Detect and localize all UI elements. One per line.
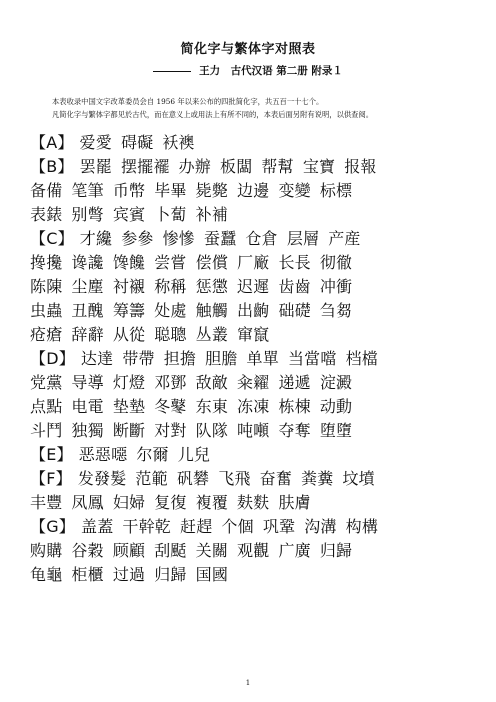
character-pair: 卜蔔 <box>154 205 187 224</box>
character-pair: 刍芻 <box>319 301 353 320</box>
character-pair: 国國 <box>195 565 229 584</box>
character-pair: 肤膚 <box>278 493 311 512</box>
table-line <box>30 419 478 443</box>
character-pair: 宾賓 <box>112 205 146 224</box>
character-pair: 产産 <box>328 229 361 248</box>
character-pair: 惩懲 <box>195 277 229 296</box>
character-pair: 观觀 <box>237 541 270 560</box>
character-pair: 堕墮 <box>319 421 353 440</box>
character-pair: 称稱 <box>154 277 187 296</box>
character-pair: 办辦 <box>178 157 211 176</box>
character-pair: 罢罷 <box>79 157 112 176</box>
character-pair: 达達 <box>80 349 114 368</box>
character-pair: 础礎 <box>278 301 311 320</box>
character-pair: 灯燈 <box>112 373 146 392</box>
character-pair: 触觸 <box>195 301 229 320</box>
character-pair: 参參 <box>121 229 154 248</box>
character-pair: 范範 <box>135 469 168 488</box>
character-pair: 粪糞 <box>301 469 334 488</box>
table-line <box>30 227 478 251</box>
table-line <box>30 491 478 515</box>
character-pair: 干幹乾 <box>122 517 172 536</box>
section-header: 【G】 <box>30 517 75 536</box>
character-pair: 东東 <box>195 397 229 416</box>
table-line <box>30 203 478 227</box>
character-pair: 复復 <box>154 493 187 512</box>
character-pair: 才纔 <box>79 229 113 248</box>
character-pair: 发發髮 <box>77 469 127 488</box>
character-pair: 聪聰 <box>154 325 187 344</box>
character-pair: 归歸 <box>319 541 353 560</box>
character-pair: 胆膽 <box>205 349 238 368</box>
character-pair: 凤鳳 <box>71 493 104 512</box>
character-pair: 标標 <box>319 181 353 200</box>
character-pair: 谗讒 <box>71 253 104 272</box>
character-pair: 过過 <box>112 565 146 584</box>
character-pair: 彻徹 <box>319 253 353 272</box>
character-pair: 断斷 <box>112 421 146 440</box>
character-pair: 别彆 <box>71 205 104 224</box>
character-pair: 偿償 <box>195 253 229 272</box>
character-pair: 备備 <box>30 181 63 200</box>
character-pair: 丑醜 <box>71 301 104 320</box>
character-pair: 当當噹 <box>287 349 337 368</box>
character-pair: 独獨 <box>71 421 104 440</box>
character-pair: 处處 <box>154 301 187 320</box>
character-pair: 币幣 <box>112 181 146 200</box>
character-pair: 点點 <box>30 397 63 416</box>
character-pair: 刮颳 <box>154 541 187 560</box>
character-pair: 导導 <box>71 373 104 392</box>
table-line <box>30 539 478 563</box>
section-header: 【B】 <box>30 157 74 176</box>
table-line <box>30 131 478 155</box>
table-line <box>30 371 478 395</box>
character-pair: 队隊 <box>195 421 229 440</box>
character-pair: 沟溝 <box>304 517 337 536</box>
character-pair: 坟墳 <box>342 469 375 488</box>
character-pair: 惨慘 <box>162 229 195 248</box>
section-header: 【E】 <box>30 445 73 464</box>
intro-notes <box>52 95 472 121</box>
character-pair: 矾礬 <box>176 469 210 488</box>
character-pair: 从從 <box>112 325 146 344</box>
table-line <box>30 155 478 179</box>
character-pair: 邓鄧 <box>154 373 187 392</box>
character-pair: 构構 <box>345 517 379 536</box>
character-pair: 夺奪 <box>278 421 311 440</box>
character-pair: 尔爾 <box>136 445 169 464</box>
character-pair: 齿齒 <box>278 277 311 296</box>
character-pair: 带帶 <box>122 349 155 368</box>
character-pair: 出齣 <box>237 301 270 320</box>
character-pair: 窜竄 <box>237 325 270 344</box>
character-pair: 边邊 <box>237 181 270 200</box>
character-pair: 长長 <box>278 253 311 272</box>
character-pair: 儿兒 <box>177 445 211 464</box>
character-pair: 辞辭 <box>71 325 104 344</box>
page-number: 1 <box>245 679 251 687</box>
table-line <box>30 179 478 203</box>
table-line <box>30 515 478 539</box>
character-pair: 筹籌 <box>112 301 146 320</box>
character-pair: 巩鞏 <box>262 517 296 536</box>
table-line <box>30 323 478 347</box>
character-table <box>30 131 478 587</box>
character-pair: 动動 <box>319 397 353 416</box>
character-pair: 袄襖 <box>162 133 195 152</box>
table-line <box>30 275 478 299</box>
character-pair: 吨噸 <box>237 421 270 440</box>
table-line <box>30 443 478 467</box>
intro-note: 本表收录中国文字改革委员会自 1956 年以来公布的四批简化字，共五百一十七个。 <box>52 97 324 106</box>
section-header: 【C】 <box>30 229 74 248</box>
character-pair: 搀攙 <box>30 253 63 272</box>
table-line <box>30 347 478 371</box>
table-line <box>30 467 478 491</box>
character-pair: 关關 <box>195 541 229 560</box>
character-pair: 档檔 <box>345 349 378 368</box>
table-line <box>30 251 478 275</box>
character-pair: 柜櫃 <box>71 565 104 584</box>
section-header: 【F】 <box>30 469 72 488</box>
character-pair: 顾顧 <box>112 541 146 560</box>
intro-note: 凡简化字与繁体字都见於古代，而在意义上或用法上有所不同的，本表后面另附有说明，以供查阅。 <box>52 110 374 119</box>
character-pair: 盖蓋 <box>81 517 114 536</box>
character-pair: 陈陳 <box>30 277 63 296</box>
character-pair: 複覆 <box>195 493 229 512</box>
character-pair: 报報 <box>344 157 377 176</box>
character-pair: 单單 <box>246 349 279 368</box>
character-pair: 购購 <box>30 541 63 560</box>
character-pair: 摆擺襬 <box>120 157 170 176</box>
character-pair: 麸麩 <box>237 493 270 512</box>
character-pair: 尝嘗 <box>154 253 187 272</box>
character-pair: 淀澱 <box>319 373 353 392</box>
title-rule <box>153 71 191 72</box>
character-pair: 仓倉 <box>245 229 278 248</box>
character-pair: 碍礙 <box>120 133 154 152</box>
character-pair: 板闆 <box>220 157 253 176</box>
character-pair: 斗鬥 <box>30 421 63 440</box>
character-pair: 馋饞 <box>112 253 146 272</box>
character-pair: 党黨 <box>30 373 63 392</box>
character-pair: 虫蟲 <box>30 301 63 320</box>
subtitle-text: 王力 古代汉语 第二册 附录１ <box>199 65 343 77</box>
character-pair: 谷穀 <box>71 541 104 560</box>
page-title: 简化字与繁体字对照表 <box>180 42 316 57</box>
character-pair: 恶惡噁 <box>78 445 128 464</box>
character-pair: 冻凍 <box>237 397 270 416</box>
character-pair: 厂廠 <box>237 253 270 272</box>
character-pair: 帮幫 <box>261 157 294 176</box>
character-pair: 丛叢 <box>195 325 229 344</box>
character-pair: 赶趕 <box>180 517 213 536</box>
table-line <box>30 563 478 587</box>
character-pair: 垫墊 <box>112 397 146 416</box>
character-pair: 蚕蠶 <box>204 229 237 248</box>
character-pair: 冬鼕 <box>154 397 187 416</box>
section-header: 【A】 <box>30 133 74 152</box>
character-pair: 毙斃 <box>195 181 229 200</box>
character-pair: 笔筆 <box>71 181 104 200</box>
character-pair: 栋棟 <box>278 397 311 416</box>
character-pair: 衬襯 <box>112 277 146 296</box>
character-pair: 籴糴 <box>237 373 270 392</box>
character-pair: 对對 <box>154 421 187 440</box>
character-pair: 宝寶 <box>302 157 336 176</box>
table-line <box>30 299 478 323</box>
character-pair: 冲衝 <box>319 277 353 296</box>
character-pair: 表錶 <box>30 205 63 224</box>
character-pair: 电電 <box>71 397 104 416</box>
character-pair: 变變 <box>278 181 311 200</box>
character-pair: 龟龜 <box>30 565 63 584</box>
character-pair: 迟遲 <box>237 277 270 296</box>
character-pair: 尘塵 <box>71 277 104 296</box>
section-header: 【D】 <box>30 349 75 368</box>
table-line <box>30 395 478 419</box>
character-pair: 飞飛 <box>218 469 251 488</box>
character-pair: 奋奮 <box>259 469 293 488</box>
character-pair: 层層 <box>286 229 320 248</box>
character-pair: 广廣 <box>278 541 311 560</box>
character-pair: 归歸 <box>154 565 187 584</box>
character-pair: 妇婦 <box>112 493 146 512</box>
subtitle <box>0 63 496 78</box>
character-pair: 丰豐 <box>30 493 63 512</box>
character-pair: 个個 <box>221 517 254 536</box>
character-pair: 爱愛 <box>79 133 112 152</box>
character-pair: 补補 <box>195 205 229 224</box>
character-pair: 递遞 <box>278 373 311 392</box>
character-pair: 敌敵 <box>195 373 229 392</box>
character-pair: 疮瘡 <box>30 325 63 344</box>
character-pair: 担擔 <box>163 349 197 368</box>
character-pair: 毕畢 <box>154 181 187 200</box>
